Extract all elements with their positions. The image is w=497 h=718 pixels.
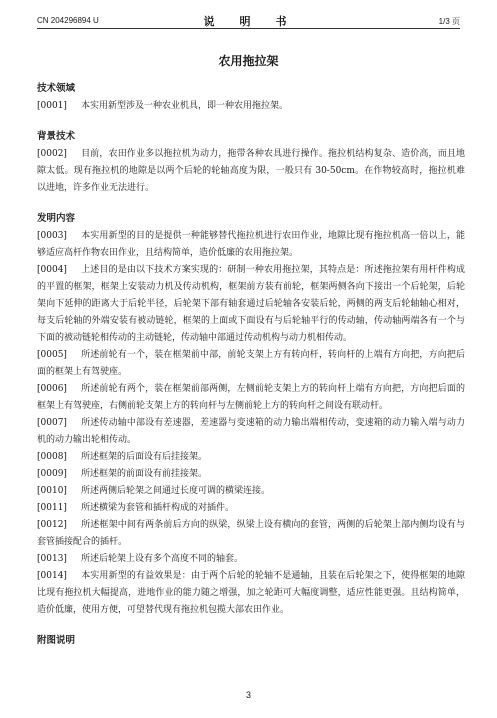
paragraph-number: [0003] — [37, 231, 67, 241]
paragraph-text: 所述前轮有一个，装在框架前中部，前轮支架上方有转向杆，转向杆的上端有方向把，方向把后面的框架上有驾驶座。 — [37, 350, 465, 377]
patent-number: CN 204296894 U — [37, 16, 99, 25]
paragraph — [37, 228, 465, 262]
document-title: 农用拖拉架 — [218, 54, 279, 68]
paragraph — [37, 262, 465, 347]
paragraph-text: 所述前轮有两个，装在框架前部两侧，左侧前轮支架上方的转向杆上端有方向把，方向把后面的框架上有驾驶座，右侧前轮支架上方的转向杆与左侧前轮上方的转向杆之间设有联动杆。 — [37, 384, 465, 411]
paragraph — [37, 551, 465, 568]
page-indicator: 1/3 页 — [438, 17, 460, 26]
paragraph — [37, 146, 465, 197]
paragraph-number: [0012] — [37, 520, 67, 530]
paragraph-text: 所述框架的后面设有后挂接架。 — [81, 452, 208, 462]
paragraph-text: 本实用新型涉及一种农业机具，即一种农用拖拉架。 — [81, 101, 289, 111]
paragraph-text: 所述框架中间有两条前后方向的纵梁，纵梁上设有横向的套管，两侧的后轮架上部内侧均设有与套管插接配合的插杆。 — [37, 520, 465, 547]
paragraph-number: [0001] — [37, 101, 67, 111]
paragraph-number: [0013] — [37, 554, 67, 564]
section-heading: 发明内容 — [37, 213, 76, 224]
paragraph-number: [0006] — [37, 384, 67, 394]
paragraph-number: [0008] — [37, 452, 67, 462]
paragraph-text: 所述传动轴中部设有差速器，差速器与变速箱的动力输出端相传动，变速箱的动力输入端与动力机的动力输出轮相传动。 — [37, 418, 465, 445]
page-header — [37, 12, 460, 29]
paragraph — [37, 98, 465, 115]
paragraph-number: [0010] — [37, 486, 67, 496]
paragraph — [37, 466, 465, 483]
paragraph — [37, 449, 465, 466]
paragraph-text: 目前，农田作业多以拖拉机为动力，拖带各种农具进行操作。拖拉机结构复杂、造价高，而且地隙太低。现有拖拉机的地隙是以两个后轮的轮轴高度为限，一般只有 30-50cm。在作物较高时，拖拉机难以进地，许多作业无法进行。 — [37, 149, 465, 193]
page-number: 3 — [245, 690, 251, 700]
document-type: 说 明 书 — [203, 15, 294, 28]
paragraph — [37, 500, 465, 517]
document-body — [37, 80, 465, 650]
paragraph-text: 本实用新型的目的是提供一种能够替代拖拉机进行农田作业，地隙比现有拖拉机高一倍以上，能够适应高杆作物农田作业，且结构简单，造价低廉的农用拖拉架。 — [37, 231, 465, 258]
paragraph-number: [0014] — [37, 571, 67, 581]
paragraph — [37, 381, 465, 415]
paragraph — [37, 347, 465, 381]
paragraph-text: 上述目的是由以下技术方案实现的：研制一种农用拖拉架，其特点是：所述拖拉架有用杆件构成的平置的框架，框架上安装动力机及传动机构，框架前方装有前轮，框架两侧各向下接出一个后轮架，后轮架向下延伸的距离大于后轮半径，后轮架下部有轴套通过后轮轴各安装后轮，两侧的两支后轮轴轴心相对，每支后轮轴的外端安装有被动链轮，框架的上面或下面设有与后轮轴平行的传动轴，传动轴两端各有一个与下面的被动链轮相传动的主动链轮，传动轴中部通过传动机构与动力机相传动。 — [37, 265, 465, 343]
paragraph — [37, 483, 465, 500]
paragraph — [37, 568, 465, 619]
section-heading: 技术领域 — [37, 83, 76, 94]
paragraph-text: 所述两侧后轮架之间通过长度可调的横梁连接。 — [81, 486, 271, 496]
paragraph-number: [0004] — [37, 265, 67, 275]
paragraph-number: [0002] — [37, 149, 67, 159]
section-heading: 背景技术 — [37, 131, 76, 142]
paragraph — [37, 517, 465, 551]
paragraph-text: 所述框架的前面设有前挂接架。 — [81, 469, 208, 479]
paragraph-number: [0005] — [37, 350, 67, 360]
paragraph-text: 所述后轮架上设有多个高度不同的轴套。 — [81, 554, 244, 564]
paragraph-number: [0007] — [37, 418, 67, 428]
paragraph-text: 本实用新型的有益效果是：由于两个后轮的轮轴不是通轴，且装在后轮架之下，使得框架的地隙比现有拖拉机大幅提高，进地作业的能力随之增强，加之轮距可大幅度调整，适应性能更强。且结构简单，造价低廉，使用方便，可望替代现有拖拉机包揽大部农田作业。 — [37, 571, 465, 615]
section-heading: 附图说明 — [37, 635, 76, 646]
paragraph — [37, 415, 465, 449]
paragraph-text: 所述横梁为套管和插杆构成的对插件。 — [81, 503, 235, 513]
paragraph-number: [0009] — [37, 469, 67, 479]
paragraph-number: [0011] — [37, 503, 67, 513]
